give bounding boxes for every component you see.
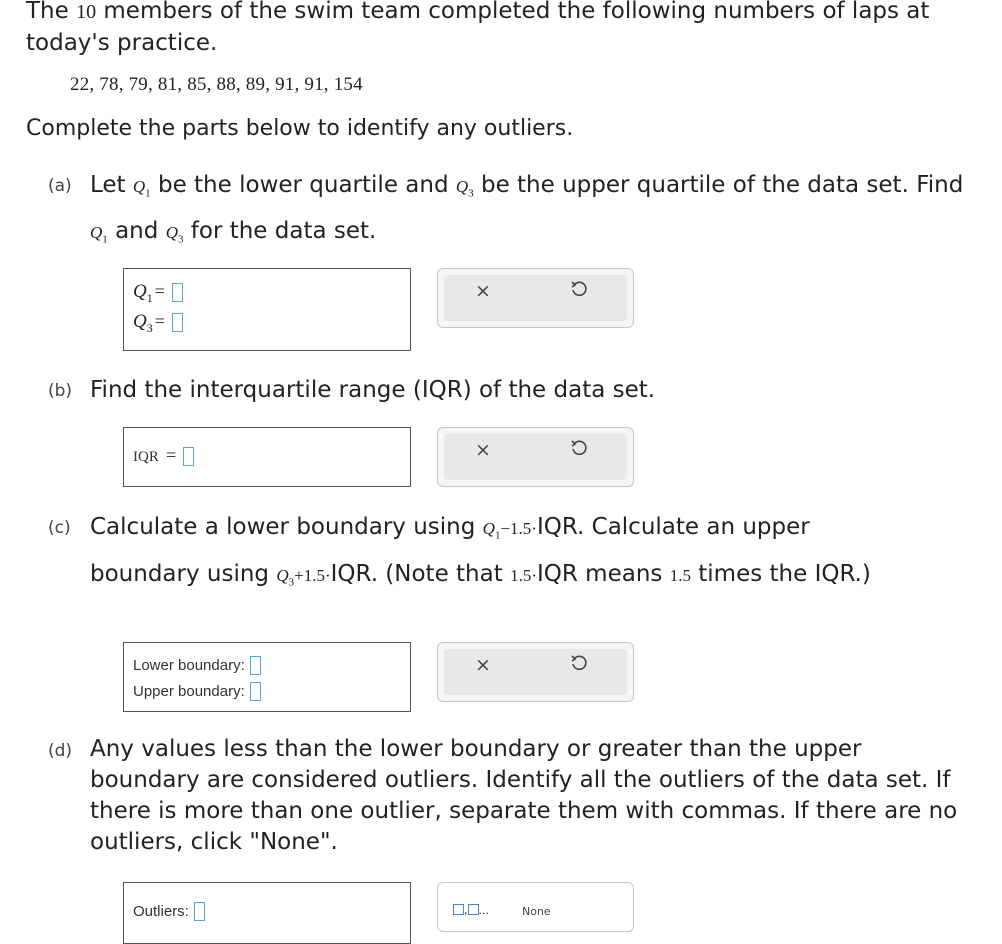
part-a-answer-box: [123, 268, 411, 351]
intro-text-rest: members of the swim team completed the following numbers of laps at today's practice.: [26, 0, 930, 56]
part-c-text: Calculate a lower boundary using $Q_1-1.5\cdot IQR$. Calculate an upper boundary using $Q_3+1.5\cdot IQR$. (Note that 1.5·IQR means 1.5 times the IQR.): [90, 514, 871, 589]
part-c-label: (c): [48, 518, 71, 538]
q3-input[interactable]: [172, 313, 183, 332]
q1-input[interactable]: [172, 283, 183, 302]
part-d-controls: [437, 882, 634, 932]
clear-button[interactable]: ×: [475, 654, 491, 676]
part-a-text: Let $Q_1$ be the lower quartile and $Q_3$ be the upper quartile of the data set. Find $Q_1$ and $Q_3$ for the data set.: [90, 172, 964, 246]
part-b-label: (b): [48, 381, 73, 401]
outliers-row: Outliers:: [133, 901, 205, 921]
iqr-input[interactable]: [183, 447, 194, 466]
upper-boundary-row: Upper boundary:: [133, 681, 261, 701]
comma-template-button[interactable]: , ...: [453, 904, 489, 917]
part-d-answer-box: [123, 882, 411, 944]
data-values: 22, 78, 79, 81, 85, 88, 89, 91, 91, 154: [70, 74, 363, 95]
part-a-label: (a): [48, 176, 72, 196]
q1-row: $Q_1$ =: [133, 281, 183, 306]
undo-icon[interactable]: [569, 279, 589, 299]
part-b-answer-box: [123, 427, 411, 487]
member-count: 10: [76, 1, 97, 23]
lower-boundary-input[interactable]: [250, 656, 261, 675]
undo-icon[interactable]: [569, 438, 589, 458]
part-a-controls: [437, 268, 634, 328]
part-b-controls: [437, 427, 634, 487]
instruction-text: Complete the parts below to identify any outliers.: [26, 116, 574, 141]
none-button[interactable]: None: [522, 905, 551, 918]
part-b-text: Find the interquartile range (IQR) of the data set.: [90, 377, 656, 403]
upper-boundary-input[interactable]: [250, 682, 261, 701]
problem-intro: [26, 0, 986, 59]
q3-row: $Q_3$ =: [133, 311, 183, 336]
part-c-controls: [437, 642, 634, 702]
part-d-label: (d): [48, 741, 73, 761]
part-c-answer-box: [123, 642, 411, 712]
undo-icon[interactable]: [569, 653, 589, 673]
clear-button[interactable]: ×: [475, 439, 491, 461]
part-d-text: Any values less than the lower boundary or greater than the upper boundary are considered outliers. Identify all the outliers of the data set. If there is more than one outlier, separate them with commas. If there are no outliers, click "None".: [90, 736, 958, 855]
iqr-row: IQR =: [133, 445, 194, 466]
outliers-input[interactable]: [194, 902, 205, 921]
lower-boundary-row: Lower boundary:: [133, 655, 261, 675]
intro-text: The: [26, 0, 77, 24]
clear-button[interactable]: ×: [475, 280, 491, 302]
